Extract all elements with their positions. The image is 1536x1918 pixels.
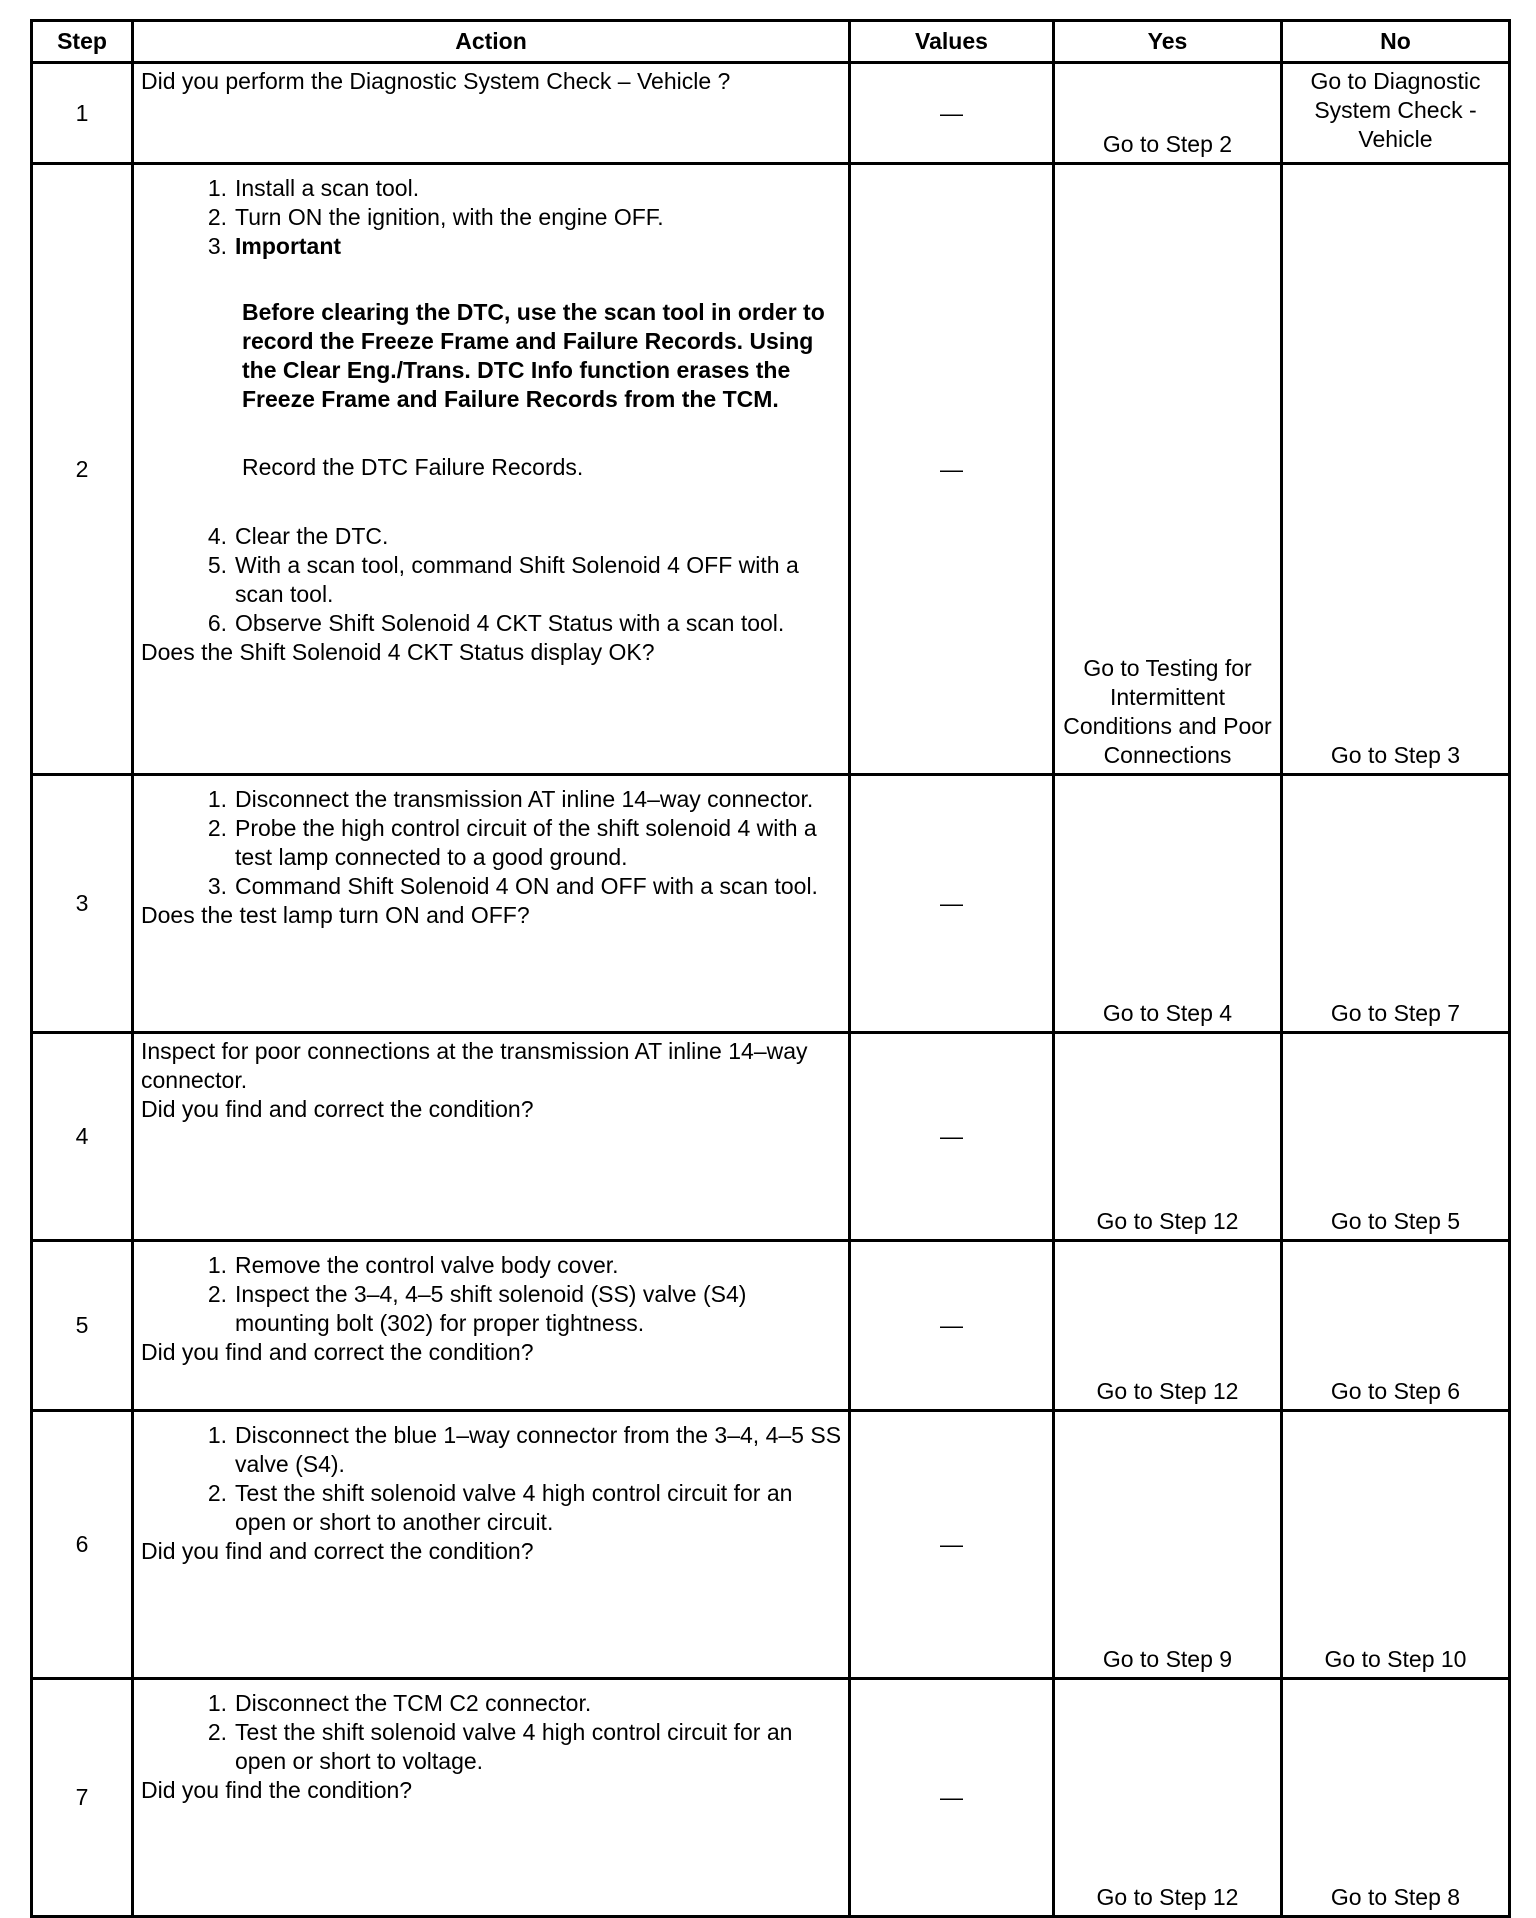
list-item: 1. Remove the control valve body cover. xyxy=(207,1252,619,1278)
action-question: Did you find the condition? xyxy=(141,1777,413,1803)
values-cell: — xyxy=(850,1679,1054,1917)
important-text: Before clearing the DTC, use the scan tool in order to record the Freeze Frame and Failure Records. Using the Clear Eng./Trans. DTC Info function erases the Freeze Frame and Failure Records from the TCM. xyxy=(242,299,825,412)
values-cell: — xyxy=(850,1033,1054,1241)
action-cell xyxy=(133,1411,850,1679)
step-number: 5 xyxy=(32,1241,133,1411)
yes-cell: Go to Step 12 xyxy=(1054,1033,1282,1241)
table-row xyxy=(32,1033,1510,1241)
no-cell: Go to Step 8 xyxy=(1282,1679,1510,1917)
header-values: Values xyxy=(850,21,1054,63)
action-steps xyxy=(141,174,842,261)
list-item: 3. Important xyxy=(141,232,842,261)
step-number: 3 xyxy=(32,775,133,1033)
table-row xyxy=(32,775,1510,1033)
no-cell: Go to Step 10 xyxy=(1282,1411,1510,1679)
header-row xyxy=(32,21,1510,63)
no-cell: Go to Step 5 xyxy=(1282,1033,1510,1241)
table-row xyxy=(32,1241,1510,1411)
table-row xyxy=(32,1679,1510,1917)
list-item: 1. Disconnect the TCM C2 connector. xyxy=(207,1690,592,1716)
values-cell: — xyxy=(850,1241,1054,1411)
yes-cell: Go to Step 2 xyxy=(1054,63,1282,164)
step-number: 2 xyxy=(32,164,133,775)
action-cell xyxy=(133,1033,850,1241)
list-item: 2. Test the shift solenoid valve 4 high control circuit for an open or short to another circuit. xyxy=(207,1480,793,1535)
table-row xyxy=(32,63,1510,164)
yes-cell: Go to Step 12 xyxy=(1054,1241,1282,1411)
action-intro: Inspect for poor connections at the transmission AT inline 14–way connector. xyxy=(141,1038,808,1093)
action-question: Did you find and correct the condition? xyxy=(141,1339,534,1365)
action-steps xyxy=(141,522,842,638)
no-cell: Go to Step 3 xyxy=(1282,164,1510,775)
yes-cell: Go to Step 12 xyxy=(1054,1679,1282,1917)
list-item: 2. Probe the high control circuit of the shift solenoid 4 with a test lamp connected to a good ground. xyxy=(207,815,817,870)
header-step: Step xyxy=(32,21,133,63)
action-steps xyxy=(141,1251,842,1338)
no-cell: Go to Step 6 xyxy=(1282,1241,1510,1411)
important-label: Important xyxy=(235,233,342,259)
action-question: Does the Shift Solenoid 4 CKT Status display OK? xyxy=(141,639,655,665)
table-row xyxy=(32,164,1510,775)
list-item: 4. Clear the DTC. xyxy=(207,523,389,549)
step-number: 4 xyxy=(32,1033,133,1241)
values-cell: — xyxy=(850,1411,1054,1679)
action-cell xyxy=(133,775,850,1033)
action-cell xyxy=(133,63,850,164)
yes-cell: Go to Step 4 xyxy=(1054,775,1282,1033)
list-item: 2. Turn ON the ignition, with the engine OFF. xyxy=(207,204,664,230)
list-item: 6. Observe Shift Solenoid 4 CKT Status with a scan tool. xyxy=(207,610,785,636)
list-item: 1. Disconnect the blue 1–way connector from the 3–4, 4–5 SS valve (S4). xyxy=(207,1422,842,1477)
header-yes: Yes xyxy=(1054,21,1282,63)
values-cell: — xyxy=(850,775,1054,1033)
header-action: Action xyxy=(133,21,850,63)
action-steps xyxy=(141,1689,842,1776)
yes-cell: Go to Step 9 xyxy=(1054,1411,1282,1679)
step-number: 7 xyxy=(32,1679,133,1917)
list-item: 2. Inspect the 3–4, 4–5 shift solenoid (SS) valve (S4) mounting bolt (302) for proper tightness. xyxy=(207,1281,747,1336)
action-question: Does the test lamp turn ON and OFF? xyxy=(141,902,530,928)
step-number: 1 xyxy=(32,63,133,164)
no-cell: Go to Diagnostic System Check - Vehicle xyxy=(1282,63,1510,164)
list-item: 3. Command Shift Solenoid 4 ON and OFF with a scan tool. xyxy=(207,873,818,899)
diagnostic-table xyxy=(30,19,1511,1918)
no-cell: Go to Step 7 xyxy=(1282,775,1510,1033)
values-cell: — xyxy=(850,63,1054,164)
action-question: Did you find and correct the condition? xyxy=(141,1096,534,1122)
header-no: No xyxy=(1282,21,1510,63)
step-number: 6 xyxy=(32,1411,133,1679)
action-steps xyxy=(141,1421,842,1537)
list-item: 2. Test the shift solenoid valve 4 high control circuit for an open or short to voltage. xyxy=(207,1719,793,1774)
action-cell xyxy=(133,1241,850,1411)
list-item: 1. Disconnect the transmission AT inline 14–way connector. xyxy=(207,786,814,812)
action-cell xyxy=(133,1679,850,1917)
action-cell xyxy=(133,164,850,775)
table-row xyxy=(32,1411,1510,1679)
values-cell: — xyxy=(850,164,1054,775)
action-steps xyxy=(141,785,842,901)
list-item: 1. Install a scan tool. xyxy=(207,175,420,201)
record-text: Record the DTC Failure Records. xyxy=(242,454,584,480)
action-question: Did you find and correct the condition? xyxy=(141,1538,534,1564)
action-intro: Did you perform the Diagnostic System Check – Vehicle ? xyxy=(141,68,731,94)
list-item: 5. With a scan tool, command Shift Solenoid 4 OFF with a scan tool. xyxy=(207,552,799,607)
yes-cell: Go to Testing for Intermittent Conditions and Poor Connections xyxy=(1054,164,1282,775)
important-note xyxy=(242,261,842,522)
